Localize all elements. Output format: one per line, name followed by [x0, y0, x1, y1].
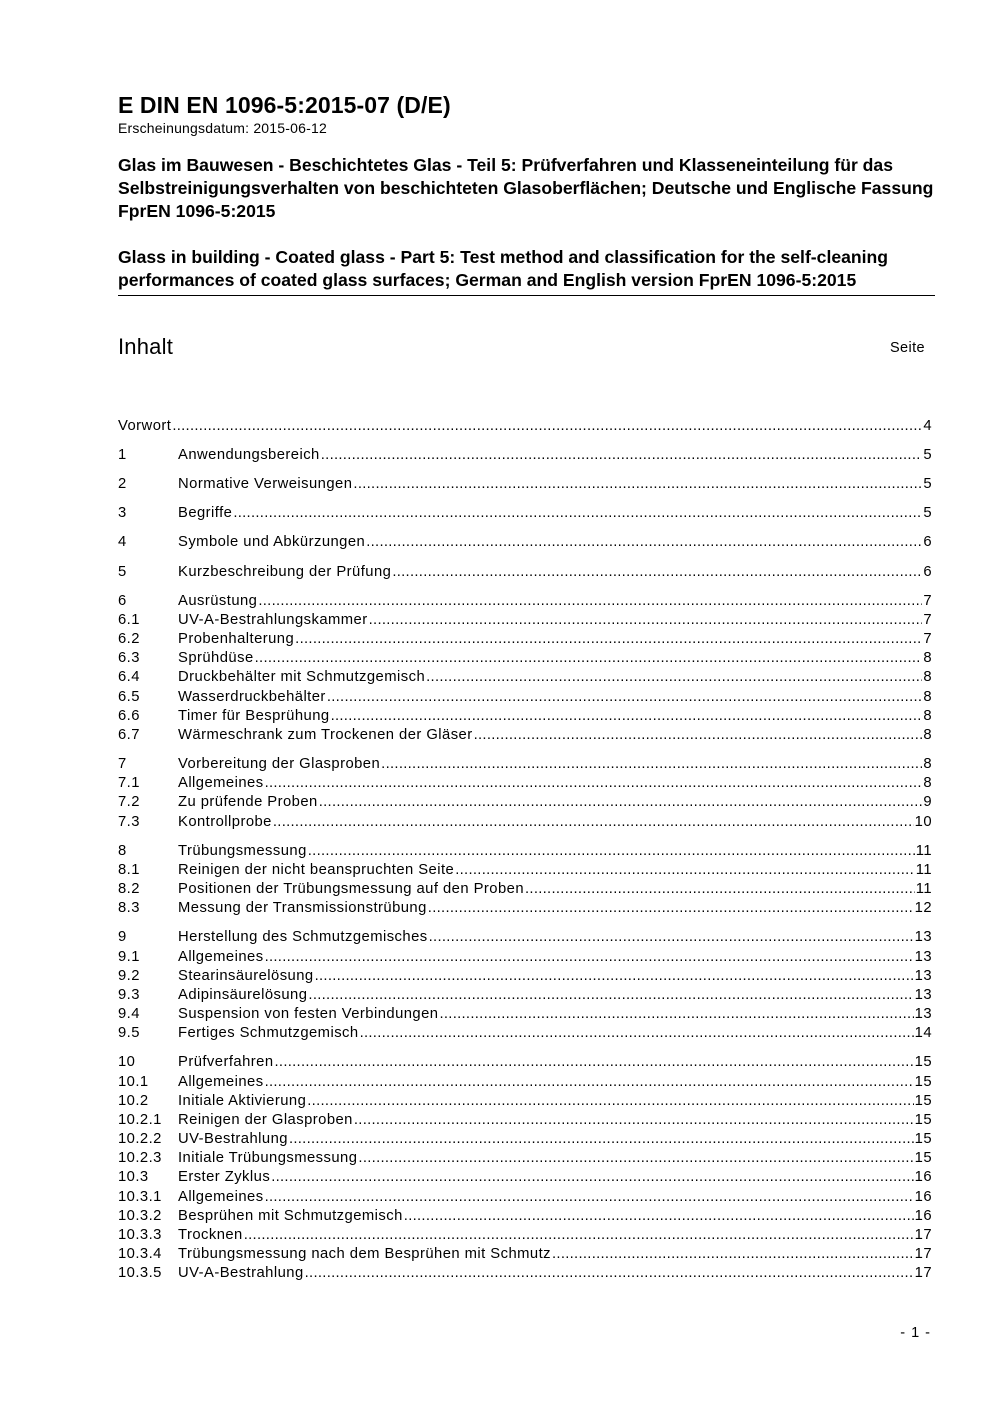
- toc-entry-number: 8.1: [118, 862, 140, 878]
- toc-entry-number: 9.3: [118, 987, 140, 1003]
- toc-entry[interactable]: [118, 1188, 932, 1207]
- toc-entry[interactable]: [118, 899, 932, 918]
- toc-entry-number: 10.3.3: [118, 1227, 162, 1243]
- toc-entry-page: 11: [915, 862, 932, 878]
- toc-entry-label: UV-A-Bestrahlungskammer: [178, 612, 368, 628]
- toc-leader-dots: [429, 928, 914, 947]
- toc-entry[interactable]: [118, 1024, 932, 1043]
- toc-entry[interactable]: [118, 967, 932, 986]
- document-id: E DIN EN 1096-5:2015-07 (D/E): [118, 92, 451, 118]
- toc-leader-dots: [258, 592, 922, 611]
- toc-leader-dots: [319, 793, 923, 812]
- toc-leader-dots: [353, 475, 922, 494]
- toc-leader-dots: [172, 417, 922, 436]
- toc-entry-number: 9.1: [118, 949, 140, 965]
- toc-entry-label: Begriffe: [178, 505, 233, 521]
- toc-entry[interactable]: [118, 813, 932, 832]
- toc-entry-label: Reinigen der nicht beanspruchten Seite: [178, 862, 455, 878]
- toc-entry-label: Adipinsäurelösung: [178, 987, 308, 1003]
- toc-entry-page: 5: [923, 447, 932, 463]
- toc-leader-dots: [404, 1207, 914, 1226]
- toc-entry-label: UV-A-Bestrahlung: [178, 1265, 304, 1281]
- toc-entry-number: 5: [118, 564, 127, 580]
- toc-entry-label: Messung der Transmissionstrübung: [178, 900, 427, 916]
- toc-entry-label: Erster Zyklus: [178, 1169, 271, 1185]
- toc-entry[interactable]: [118, 649, 932, 668]
- toc-entry[interactable]: [118, 1226, 932, 1245]
- toc-entry-number: 7.1: [118, 775, 140, 791]
- toc-entry-page: 13: [914, 968, 932, 984]
- toc-leader-dots: [295, 630, 922, 649]
- toc-entry-label: Wärmeschrank zum Trockenen der Gläser: [178, 727, 473, 743]
- toc-entry-number: 6.3: [118, 650, 140, 666]
- toc-entry[interactable]: [118, 948, 932, 967]
- toc-entry-label: Vorwort: [118, 418, 172, 434]
- toc-entry-number: 10.2.1: [118, 1112, 162, 1128]
- toc-entry-label: UV-Bestrahlung: [178, 1131, 288, 1147]
- toc-entry-number: 6: [118, 593, 127, 609]
- toc-entry-number: 8.2: [118, 881, 140, 897]
- toc-leader-dots: [265, 1073, 914, 1092]
- toc-entry-number: 9: [118, 929, 127, 945]
- toc-leader-dots: [315, 967, 914, 986]
- toc-entry[interactable]: [118, 504, 932, 523]
- toc-entry-label: Allgemeines: [178, 775, 264, 791]
- toc-title: Inhalt: [118, 334, 174, 359]
- toc-entry-number: 7.2: [118, 794, 140, 810]
- toc-entry-number: 10.3.2: [118, 1208, 162, 1224]
- toc-entry-page: 15: [914, 1131, 932, 1147]
- toc-leader-dots: [369, 611, 923, 630]
- toc-entry-number: 6.5: [118, 689, 140, 705]
- toc-leader-dots: [360, 1024, 914, 1043]
- toc-entry-page: 8: [923, 727, 932, 743]
- toc-page-label: Seite: [889, 340, 925, 356]
- toc-entry[interactable]: [118, 668, 932, 687]
- toc-entry-label: Stearinsäurelösung: [178, 968, 314, 984]
- toc-entry-label: Kurzbeschreibung der Prüfung: [178, 564, 392, 580]
- toc-leader-dots: [428, 899, 914, 918]
- toc-entry[interactable]: [118, 928, 932, 947]
- toc-entry-number: 6.7: [118, 727, 140, 743]
- toc-entry[interactable]: [118, 986, 932, 1005]
- toc-entry[interactable]: [118, 861, 932, 880]
- toc-entry-label: Allgemeines: [178, 1189, 264, 1205]
- toc-entry-page: 6: [923, 534, 932, 550]
- toc-entry[interactable]: [118, 475, 932, 494]
- toc-entry-page: 15: [914, 1093, 932, 1109]
- header-divider: [118, 295, 935, 296]
- toc-entry-label: Initiale Trübungsmessung: [178, 1150, 358, 1166]
- toc-leader-dots: [244, 1226, 914, 1245]
- toc-entry[interactable]: [118, 688, 932, 707]
- toc-entry-page: 7: [923, 612, 932, 628]
- toc-entry-number: 10.3.1: [118, 1189, 162, 1205]
- toc-entry-page: 11: [915, 881, 932, 897]
- toc-entry[interactable]: [118, 1207, 932, 1226]
- toc-entry-number: 8: [118, 843, 127, 859]
- toc-entry-number: 9.2: [118, 968, 140, 984]
- toc-leader-dots: [275, 1053, 914, 1072]
- toc-entry-page: 16: [914, 1208, 932, 1224]
- toc-entry-number: 4: [118, 534, 127, 550]
- toc-entry-page: 17: [914, 1227, 932, 1243]
- toc-entry-label: Vorbereitung der Glasproben: [178, 756, 381, 772]
- toc-entry-page: 13: [914, 949, 932, 965]
- toc-heading-row: [118, 334, 935, 364]
- toc-leader-dots: [305, 1264, 914, 1283]
- toc-entry-page: 5: [923, 476, 932, 492]
- toc-entry-label: Initiale Aktivierung: [178, 1093, 307, 1109]
- document-header: [118, 92, 935, 364]
- toc-entry-label: Timer für Besprühung: [178, 708, 330, 724]
- toc-entry-page: 17: [914, 1265, 932, 1281]
- toc-entry-page: 10: [914, 814, 932, 830]
- toc-entry-number: 10.2.2: [118, 1131, 162, 1147]
- toc-leader-dots: [381, 755, 922, 774]
- toc-entry-label: Anwendungsbereich: [178, 447, 320, 463]
- toc-leader-dots: [308, 842, 915, 861]
- toc-entry-number: 10: [118, 1054, 136, 1070]
- toc-entry-label: Allgemeines: [178, 949, 264, 965]
- title-english: Glass in building - Coated glass - Part 5: Test method and classification for the self-cleaning performances of coated glass surfaces; German and English version FprEN 1096-5:2015: [118, 247, 889, 290]
- publication-date: Erscheinungsdatum: 2015-06-12: [118, 120, 327, 136]
- toc-entry[interactable]: [118, 446, 932, 465]
- toc-entry[interactable]: [118, 793, 932, 812]
- toc-entry-number: 6.6: [118, 708, 140, 724]
- toc-entry-page: 8: [923, 775, 932, 791]
- toc-entry[interactable]: [118, 1245, 932, 1264]
- toc-entry-label: Reinigen der Glasproben: [178, 1112, 353, 1128]
- toc-leader-dots: [273, 813, 914, 832]
- toc-entry[interactable]: [118, 1149, 932, 1168]
- toc-entry-page: 15: [914, 1150, 932, 1166]
- toc-entry-number: 10.1: [118, 1074, 149, 1090]
- toc-entry-page: 15: [914, 1074, 932, 1090]
- toc-leader-dots: [308, 986, 913, 1005]
- toc-entry-number: 8.3: [118, 900, 140, 916]
- toc-leader-dots: [392, 563, 922, 582]
- toc-entry-page: 8: [923, 689, 932, 705]
- toc-leader-dots: [474, 726, 923, 745]
- toc-entry-label: Trocknen: [178, 1227, 243, 1243]
- toc-leader-dots: [265, 1188, 914, 1207]
- toc-entry-label: Trübungsmessung nach dem Besprühen mit Schmutz: [178, 1246, 551, 1262]
- toc-entry-label: Ausrüstung: [178, 593, 258, 609]
- toc-entry-number: 6.4: [118, 669, 140, 685]
- toc-entry[interactable]: [118, 1168, 932, 1187]
- toc-leader-dots: [255, 649, 923, 668]
- toc-leader-dots: [455, 861, 915, 880]
- toc-entry-page: 5: [923, 505, 932, 521]
- toc-leader-dots: [327, 688, 923, 707]
- toc-entry[interactable]: [118, 1053, 932, 1072]
- toc-entry[interactable]: [118, 707, 932, 726]
- toc-entry-page: 8: [923, 669, 932, 685]
- toc-entry[interactable]: [118, 592, 932, 611]
- toc-entry-number: 7.3: [118, 814, 140, 830]
- toc-entry[interactable]: [118, 1005, 932, 1024]
- toc-entry-page: 6: [923, 564, 932, 580]
- toc-leader-dots: [552, 1245, 914, 1264]
- toc-leader-dots: [307, 1092, 913, 1111]
- toc-entry-page: 13: [914, 1006, 932, 1022]
- toc-entry-number: 7: [118, 756, 127, 772]
- toc-entry-label: Fertiges Schmutzgemisch: [178, 1025, 359, 1041]
- toc-entry[interactable]: [118, 1073, 932, 1092]
- toc-entry-label: Zu prüfende Proben: [178, 794, 318, 810]
- toc-entry-label: Positionen der Trübungsmessung auf den Proben: [178, 881, 524, 897]
- toc-entry-page: 7: [923, 593, 932, 609]
- toc-entry-page: 16: [914, 1189, 932, 1205]
- toc-entry[interactable]: [118, 880, 932, 899]
- toc-entry[interactable]: [118, 1264, 932, 1283]
- toc-entry-label: Herstellung des Schmutzgemisches: [178, 929, 428, 945]
- toc-leader-dots: [265, 774, 923, 793]
- toc-entry-page: 8: [923, 708, 932, 724]
- toc-entry-label: Trübungsmessung: [178, 843, 307, 859]
- toc-entry-page: 13: [914, 929, 932, 945]
- toc-entry-number: 10.2.3: [118, 1150, 162, 1166]
- toc-leader-dots: [265, 948, 914, 967]
- toc-entry[interactable]: [118, 726, 932, 745]
- toc-leader-dots: [525, 880, 915, 899]
- toc-entry-number: 9.5: [118, 1025, 140, 1041]
- toc-entry-page: 4: [923, 418, 932, 434]
- title-german: Glas im Bauwesen - Beschichtetes Glas - Teil 5: Prüfverfahren und Klasseneinteilung für das Selbstreinigungsverhalten von beschichteten Glasoberflächen; Deutsche und Englische Fassung FprEN 1096-5:2015: [118, 155, 934, 221]
- toc-entry-label: Besprühen mit Schmutzgemisch: [178, 1208, 403, 1224]
- toc-entry[interactable]: [118, 533, 932, 552]
- toc-leader-dots: [331, 707, 923, 726]
- toc-entry-page: 16: [914, 1169, 932, 1185]
- toc-leader-dots: [289, 1130, 914, 1149]
- toc-entry-page: 13: [914, 987, 932, 1003]
- toc-entry-label: Prüfverfahren: [178, 1054, 274, 1070]
- toc-entry-page: 11: [915, 843, 932, 859]
- toc-entry-label: Sprühdüse: [178, 650, 254, 666]
- toc-entry-label: Kontrollprobe: [178, 814, 272, 830]
- toc-entry-page: 17: [914, 1246, 932, 1262]
- toc-entry[interactable]: [118, 774, 932, 793]
- toc-entry[interactable]: [118, 1130, 932, 1149]
- toc-entry-number: 3: [118, 505, 127, 521]
- toc-entry-page: 15: [914, 1054, 932, 1070]
- toc-entry-page: 15: [914, 1112, 932, 1128]
- toc-entry-page: 8: [923, 756, 932, 772]
- toc-entry[interactable]: [118, 630, 932, 649]
- toc-entry[interactable]: [118, 842, 932, 861]
- toc-entry-number: 10.3.4: [118, 1246, 162, 1262]
- toc-entry-label: Probenhalterung: [178, 631, 295, 647]
- toc-entry-label: Druckbehälter mit Schmutzgemisch: [178, 669, 426, 685]
- toc-entry[interactable]: [118, 611, 932, 630]
- toc-entry-number: 2: [118, 476, 127, 492]
- toc-entry-label: Suspension von festen Verbindungen: [178, 1006, 439, 1022]
- toc-leader-dots: [233, 504, 922, 523]
- toc-entry[interactable]: [118, 1092, 932, 1111]
- toc-entry-number: 10.3.5: [118, 1265, 162, 1281]
- toc-entry-number: 9.4: [118, 1006, 140, 1022]
- toc-entry-label: Wasserdruckbehälter: [178, 689, 326, 705]
- toc-entry-page: 12: [914, 900, 932, 916]
- toc-entry-page: 8: [923, 650, 932, 666]
- toc-entry[interactable]: [118, 417, 932, 436]
- toc-entry[interactable]: [118, 755, 932, 774]
- toc-entry-number: 1: [118, 447, 127, 463]
- toc-entry-number: 6.1: [118, 612, 140, 628]
- toc-entry-page: 9: [923, 794, 932, 810]
- toc-leader-dots: [358, 1149, 913, 1168]
- toc-leader-dots: [439, 1005, 913, 1024]
- toc-entry[interactable]: [118, 1111, 932, 1130]
- toc-leader-dots: [354, 1111, 914, 1130]
- toc-entry-page: 14: [914, 1025, 932, 1041]
- toc-entry-number: 10.2: [118, 1093, 149, 1109]
- toc-entry-label: Symbole und Abkürzungen: [178, 534, 366, 550]
- page-number: - 1 -: [900, 1325, 931, 1341]
- toc-leader-dots: [426, 668, 922, 687]
- toc-leader-dots: [321, 446, 923, 465]
- toc-entry[interactable]: [118, 563, 932, 582]
- toc-entry-label: Normative Verweisungen: [178, 476, 353, 492]
- toc-leader-dots: [271, 1168, 913, 1187]
- toc-entry-page: 7: [923, 631, 932, 647]
- toc-entry-number: 6.2: [118, 631, 140, 647]
- toc-entry-number: 10.3: [118, 1169, 149, 1185]
- toc-entry-label: Allgemeines: [178, 1074, 264, 1090]
- toc-leader-dots: [366, 533, 922, 552]
